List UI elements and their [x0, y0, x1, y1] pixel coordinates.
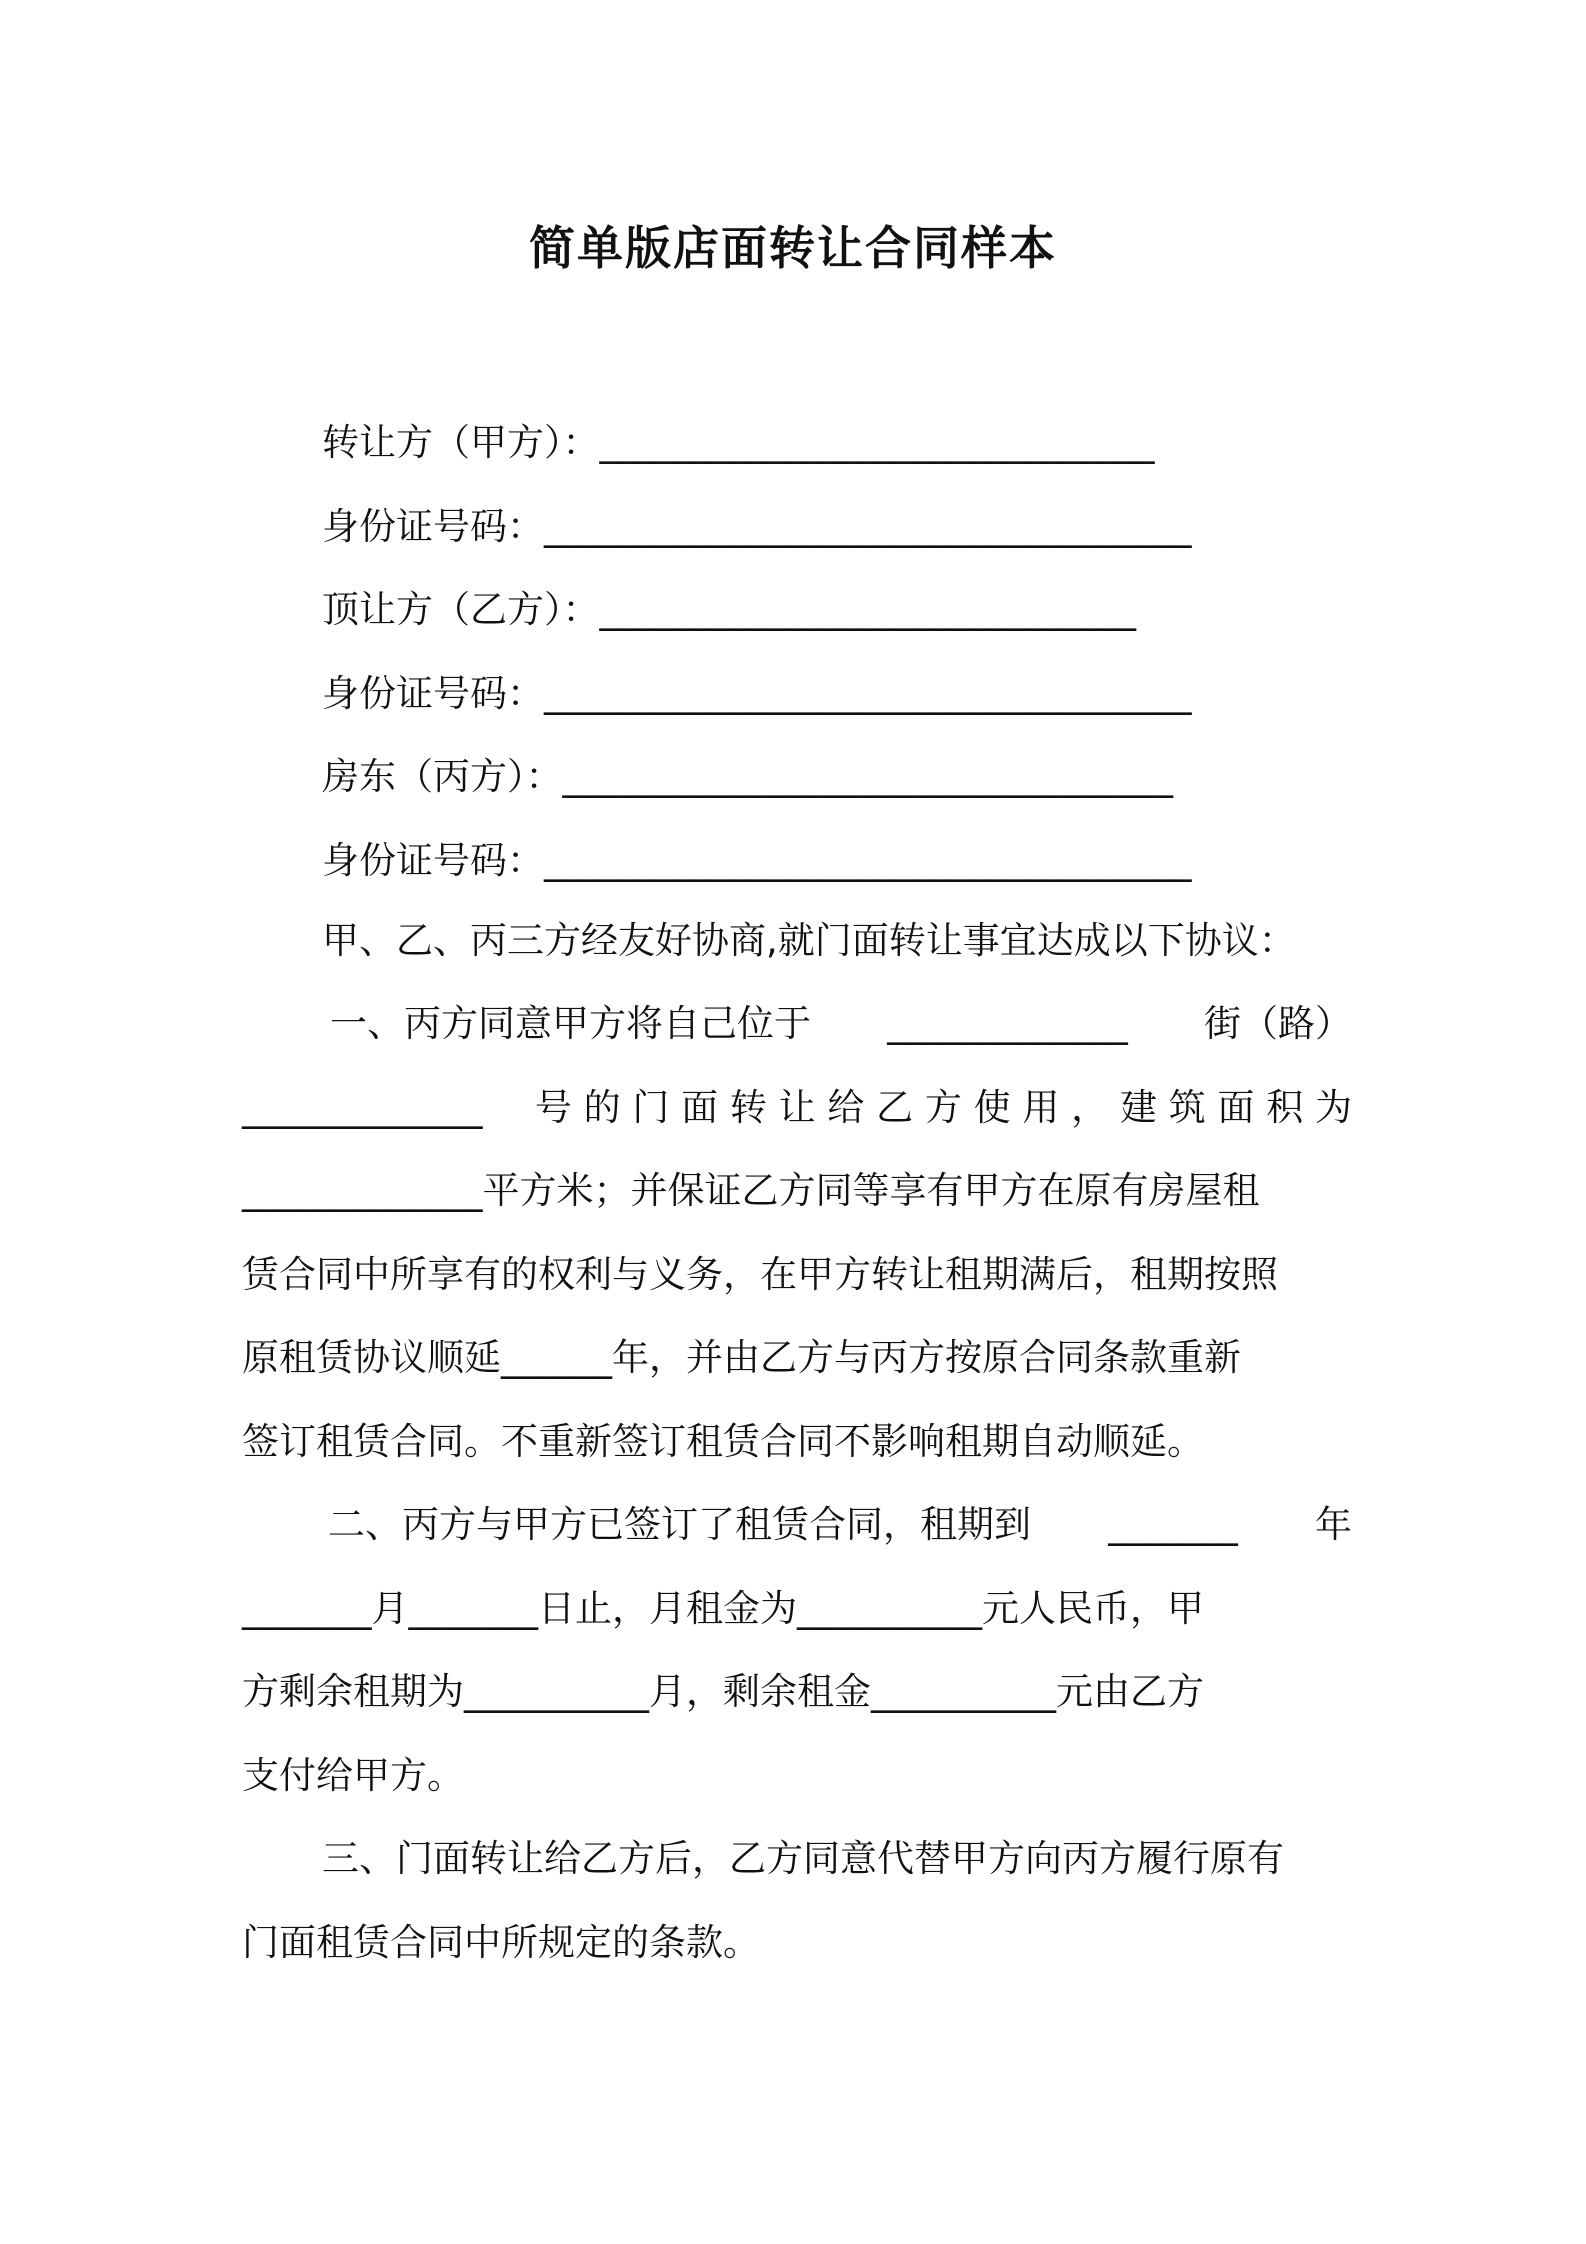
clause-text: 月，剩余租金: [649, 1670, 871, 1713]
clause-text: 号 的 门 面 转 让 给 乙 方 使 用 ， 建 筑 面 积 为: [534, 1086, 1352, 1129]
document-title: 简单版店面转让合同样本: [529, 221, 1057, 275]
party-label: 转让方（甲方）：: [322, 421, 600, 464]
clause-1-line-4: 赁合同中所享有的权利与义务，在甲方转让租期满后，租期按照: [242, 1253, 1278, 1296]
party-label: 身份证号码：: [322, 839, 544, 882]
clause-1-line-3: [242, 1166, 1260, 1216]
fill-blank: ___________________________________: [544, 839, 1192, 882]
party-id-line: [322, 502, 1192, 552]
fill-blank: _____________: [242, 1086, 483, 1129]
clause-text: 二、丙方与甲方已签订了租赁合同，租期到: [328, 1503, 1031, 1546]
party-label: 房东（丙方）：: [322, 755, 563, 798]
clause-2-line-4: 支付给甲方。: [242, 1754, 464, 1797]
fill-blank: ______: [501, 1336, 612, 1379]
fill-blank: ______________________________: [599, 421, 1155, 464]
clause-text: 元人民币，甲: [982, 1587, 1204, 1630]
clause-3-line-1: 三、门面转让给乙方后，乙方同意代替甲方向丙方履行原有: [322, 1837, 1284, 1880]
clause-1-line-6: 签订租赁合同。不重新签订租赁合同不影响租期自动顺延。: [242, 1420, 1204, 1463]
fill-blank: ___________________________________: [544, 672, 1192, 715]
intro-paragraph: 甲、乙、丙三方经友好协商,就门面转让事宜达成以下协议：: [322, 919, 1296, 962]
fill-blank: __________: [464, 1670, 649, 1713]
fill-blank: _____________: [887, 1002, 1128, 1045]
clause-3-line-2: 门面租赁合同中所规定的条款。: [242, 1921, 760, 1964]
party-landlord-line: [322, 752, 1173, 802]
party-label: 顶让方（乙方）：: [322, 588, 600, 631]
fill-blank: ___________________________________: [544, 505, 1192, 548]
clause-2-line-3: [242, 1667, 1204, 1717]
clause-text: 街（路）: [1204, 1002, 1352, 1045]
fill-blank: _______: [242, 1587, 372, 1630]
party-id-line: [322, 669, 1192, 719]
party-label: 身份证号码：: [322, 672, 544, 715]
party-transferee-line: [322, 585, 1136, 635]
clause-1-line-2: [242, 1083, 1352, 1133]
fill-blank: __________: [797, 1587, 982, 1630]
fill-blank: _________________________________: [562, 755, 1173, 798]
clause-2-line-2: [242, 1584, 1204, 1634]
clause-1-line-1: [330, 999, 1352, 1049]
party-id-line: [322, 836, 1192, 886]
clause-text: 年: [1315, 1503, 1352, 1546]
fill-blank: _______: [408, 1587, 538, 1630]
clause-text: 一、丙方同意甲方将自己位于: [330, 1002, 811, 1045]
clause-text: 元由乙方: [1056, 1670, 1204, 1713]
clause-2-line-1: [328, 1500, 1352, 1550]
fill-blank: _____________________________: [599, 588, 1136, 631]
clause-text: 月: [371, 1587, 409, 1630]
fill-blank: _____________: [242, 1169, 483, 1212]
clause-text: 原租赁协议顺延: [242, 1336, 501, 1379]
party-transferor-line: [322, 418, 1155, 468]
party-label: 身份证号码：: [322, 505, 544, 548]
fill-blank: _______: [1108, 1503, 1238, 1546]
clause-text: 平方米；并保证乙方同等享有甲方在原有房屋租: [482, 1169, 1260, 1212]
clause-text: 日止，月租金为: [538, 1587, 797, 1630]
clause-1-line-5: [242, 1333, 1241, 1383]
clause-text: 方剩余租期为: [242, 1670, 464, 1713]
clause-text: 年，并由乙方与丙方按原合同条款重新: [612, 1336, 1241, 1379]
fill-blank: __________: [871, 1670, 1056, 1713]
